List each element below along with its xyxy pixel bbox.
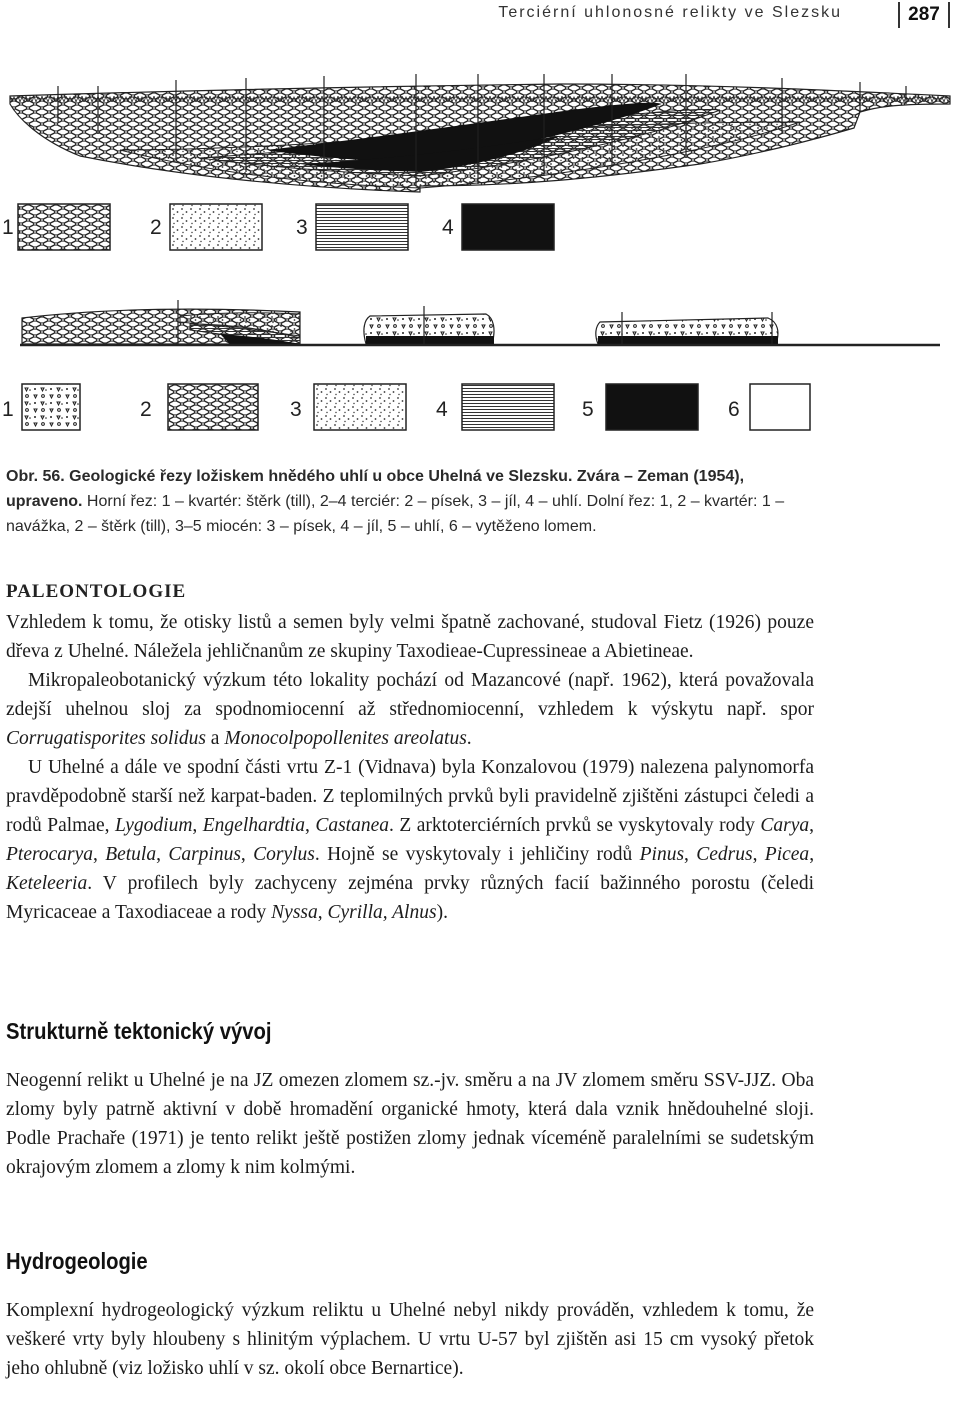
paleontologie-paragraph-3: U Uhelné a dále ve spodní části vrtu Z-1 (Vidnava) byla Konzalovou (1979) nalezena palynomorfa pravděpodobně starší než karpat-baden. Z teplomilných prvků byli pravidelně zjištěni zástupci čeledi a rodů Palmae, Lygodium, Engelhardtia, Castanea. Z arktoterciérních prvků se vyskytovaly rody Carya, Pterocarya, Betula, Carpinus, Corylus. Hojně se vyskytovaly i jehličiny rodů Pinus, Cedrus, Picea, Keteleeria. V profilech byly zachyceny zejména prvky různých facií bažinného porostu (čeledi Myricaceae a Taxodiaceae a rody Nyssa, Cyrilla, Alnus). [6, 757, 815, 923]
caption-text: Horní řez: 1 – kvartér: štěrk (till), 2–4 terciér: 2 – písek, 3 – jíl, 4 – uhlí. Dolní řez: 1, 2 – kvartér: 1 – navážka, 2 – štěrk (till), 3–5 miocén: 3 – písek, 4 – jíl, 5 – uhlí, 6 – vytěženo lomem. [6, 493, 785, 535]
hydrogeologie-paragraph-1: Komplexní hydrogeologický výzkum reliktu u Uhelné nebyl nikdy prováděn, vzhledem k tomu, že veškeré vrty byly hloubeny s hlinitým výplachem. U vrtu U-57 byl zjištěn asi 15 cm vysoký přetok jeho ohlubně (viz ložisko uhlí v sz. okolí obce Bernartice). [6, 1300, 814, 1379]
paleontologie-paragraph-1: Vzhledem k tomu, že otisky listů a semen byly velmi špatně zachované, studoval Fietz (1926) pouze dřeva z Uhelné. Náležela jehličnanům ze skupiny Taxodieae-Cupressineae a Abietineae. [6, 612, 814, 662]
paleontologie-heading: PALEONTOLOGIE [6, 581, 187, 602]
upper-legend-label-2: 2 [150, 216, 162, 239]
tektonika-paragraph-1: Neogenní relikt u Uhelné je na JZ omezen zlomem sz.-jv. směru a na JV zlomem směru SSV-JJZ. Oba zlomy byly patrně aktivní v době hromadění organické hmoty, která dala vznik hnědouhelné sloji. Podle Prachaře (1971) je tento relikt ještě postižen zlomy jednak víceméně paralelními se sudetským okrajovým zlomem a zlomy k nim kolmými. [6, 1070, 814, 1178]
geological-sections-figure [0, 0, 960, 460]
lower-legend-label-2: 2 [140, 398, 152, 421]
upper-section [10, 74, 950, 192]
lower-legend-label-4: 4 [436, 398, 448, 421]
lower-legend-label-6: 6 [728, 398, 740, 421]
lower-legend [2, 384, 810, 430]
lower-legend-label-5: 5 [582, 398, 594, 421]
tektonika-text [6, 1066, 814, 1182]
page-number: 287 [898, 2, 950, 28]
paleontologie-text [6, 608, 814, 927]
lower-legend-label-1: 1 [2, 398, 14, 421]
tektonika-heading: Strukturně tektonický vývoj [6, 1018, 272, 1044]
caption-bold: Obr. 56. Geologické řezy ložiskem hnědého uhlí u obce Uhelná ve Slezsku. Zvára – Zeman (1954), upraveno. [6, 468, 745, 510]
running-title: Terciérní uhlonosné relikty ve Slezsku [498, 4, 842, 21]
figure-caption [6, 464, 816, 539]
upper-legend-label-4: 4 [442, 216, 454, 239]
lower-legend-label-3: 3 [290, 398, 302, 421]
paleontologie-paragraph-2: Mikropaleobotanický výzkum této lokality pochází od Mazancové (např. 1962), která považovala zdejší uhelnou sloj za spodnomiocenní až střednomiocenní, vzhledem k výskytu např. spor Corrugatisporites solidus a Monocolpopollenites areolatus. [6, 670, 814, 749]
hydrogeologie-text [6, 1296, 814, 1383]
upper-legend-label-3: 3 [296, 216, 308, 239]
lower-section [20, 300, 940, 346]
hydrogeologie-heading: Hydrogeologie [6, 1248, 148, 1274]
upper-legend [2, 204, 554, 250]
upper-legend-label-1: 1 [2, 216, 14, 239]
